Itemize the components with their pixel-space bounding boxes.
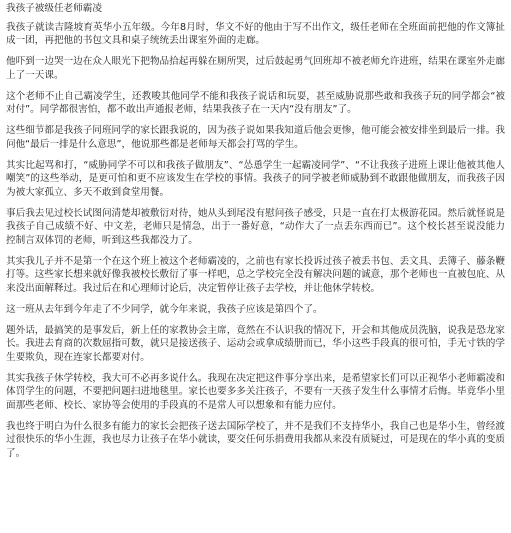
paragraph: 其实我儿子并不是第一个在这个班上被这个老师霸凌的，之前也有家长投诉过孩子被丢书包、丢文具、丢簿子、藤条鞭打等。这些家长想来就好像我被校长敷衍了事一样吧，总之学校完全没有解决问题的诚意，那个老师也一直被包庇、从来没出面解释过。我过后在和心理师讨论后，决定暂停让孩子去学校，并让他休学转校。 <box>6 255 505 294</box>
post-title: 我孩子被级任老师霸凌 <box>6 3 102 14</box>
paragraph: 我也终于明白为什么很多有能力的家长会把孩子送去国际学校了，并不是我们不支持华小，我自己也是华小生，曾经渡过很快乐的华小生涯，我也尽力让孩子在华小就读，要交任何乐捐费用我都从来没有质疑过，可是现在的华小真的变质了。 <box>6 420 505 459</box>
paragraph: 其实我孩子休学转校，我大可不必再多说什么。我现在决定把这件事分享出来，是希望家长们可以正视华小老师霸凌和体罚学生的问题，不要把问题扫进地毯里。家长也要多多关注孩子，不要有一天孩子发生什么事情才后悔。毕竟华小里面那些老师、校长、家协等会使用的手段真的不是常人可以想象和有能力应付。 <box>6 372 505 411</box>
paragraph: 他吓到一边哭一边在众人眼光下把物品拾起再躲在厕所哭，过后鼓起勇气回班却不被老师允许进班，结果在课室外走廊上了一天课。 <box>6 56 505 81</box>
paragraph: 这个老师不止自己霸凌学生，还教唆其他同学不能和我孩子说话和玩耍，甚至威胁说那些敢和我孩子玩的同学都会“被对付”。同学都很害怕，都不敢出声通报老师，结果我孩子在一天内“没有朋友”了。 <box>6 90 505 115</box>
paragraph: 这一班从去年到今年走了不少同学，就今年来说，我孩子应该是第四个了。 <box>6 303 323 315</box>
paragraph: 我孩子就读吉隆坡育英华小五年级。今年8月时，华文不好的他由于写不出作文，级任老师在全班面前把他的作文簿扯成一团，再把他的书包文具和桌子统统丢出课室外面的走廊。 <box>6 21 505 46</box>
paragraph: 这些细节都是我孩子同班同学的家长跟我说的，因为孩子说如果我知道后他会更惨，他可能会被安排坐到最后一排。我问他“最后一排是什么意思”，他说那些都是老师每天都会打骂的学生。 <box>6 125 505 150</box>
paragraph: 其实比起骂和打，“威胁同学不可以和我孩子做朋友”、“怂恿学生一起霸凌同学”、“不让我孩子进班上课让他被其他人嘲笑”的这些举动，是更可怕和更不应该发生在学校的事情。我孩子的同学被老师威胁到不敢跟他做朋友，而我孩子因为被大家孤立、多天不敢到食堂用餐。 <box>6 159 505 198</box>
paragraph: 事后我去见过校长试图问清楚却被敷衍对待，她从头到尾没有慰问孩子感受，只是一直在打太极游花园。然后就怪说是我孩子自己成绩不好、中文差，老师只是情急，出于一番好意，“动作大了一点丢东西而已”。这个校长甚至说没能力控制言双体罚的老师，听到这些我都没力了。 <box>6 207 505 246</box>
paragraph: 题外话，最搞笑的是事发后，新上任的家教协会主席，竟然在不认识我的情况下，开会和其他成员洗脑，说我是恐龙家长。我进去育商的次数屈指可数，就只是接送孩子、运动会或拿成绩册而已，华小这些手段真的很可怕，手无寸铁的学生要欺负，现在连家长都要对付。 <box>6 324 505 363</box>
